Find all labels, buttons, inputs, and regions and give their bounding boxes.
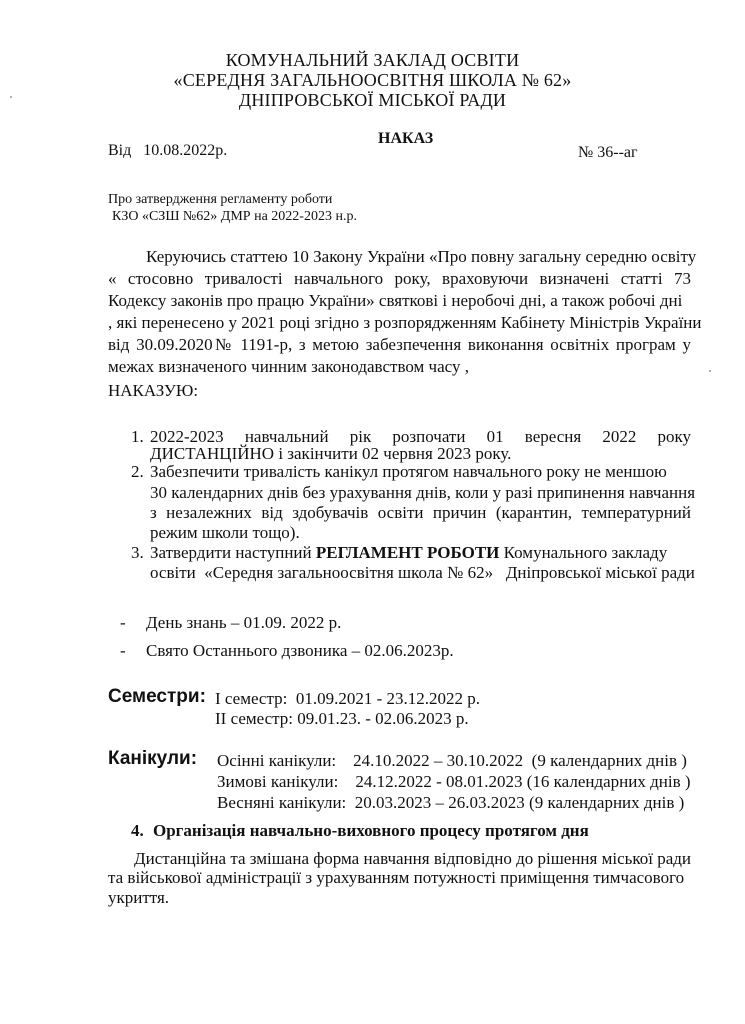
last-bell-day: Свято Останнього дзвоника – 02.06.2023р. — [146, 641, 454, 660]
section4-number: 4. — [131, 821, 144, 840]
item-number: 2. — [131, 462, 144, 481]
preamble-line2: « стосовно тривалості навчального року, враховуючи визначені статті 73 — [108, 269, 691, 288]
section4-line2: та військової адміністрації з урахуванням потужності приміщення тимчасового — [108, 868, 685, 887]
preamble-line4: , які перенесено у 2021 році згідно з розпорядженням Кабінету Міністрів України — [108, 313, 702, 332]
school-name-line1: КОМУНАЛЬНИЙ ЗАКЛАД ОСВІТИ — [225, 50, 520, 70]
subject-line1: Про затвердження регламенту роботи — [108, 192, 333, 207]
item-number: 1. — [131, 427, 144, 446]
semester-2: ІІ семестр: 09.01.23. - 02.06.2023 р. — [215, 709, 469, 728]
item2-line2: 30 календарних днів без урахування днів, коли у разі припинення навчання — [150, 483, 696, 502]
item3-line1: Затвердити наступний РЕГЛАМЕНТ РОБОТИ Комунального закладу — [150, 543, 668, 562]
order-title: НАКАЗ — [378, 130, 434, 147]
subject-line2: КЗО «СЗШ №62» ДМР на 2022-2023 н.р. — [112, 209, 357, 224]
autumn-holidays: Осінні канікули: 24.10.2022 – 30.10.2022 (9 календарних днів ) — [217, 751, 687, 770]
spring-holidays: Весняні канікули: 20.03.2023 – 26.03.2023 (9 календарних днів ) — [217, 793, 685, 812]
preamble-line6: межах визначеного чинним законодавством часу , — [108, 357, 469, 376]
section4-line3: укриття. — [108, 888, 170, 907]
order-number: № 36--аг — [578, 144, 638, 161]
item2-line3: з незалежних від здобувачів освіти причин (карантин, температурний — [150, 503, 691, 522]
semester-1: І семестр: 01.09.2021 - 23.12.2022 р. — [215, 689, 481, 708]
knowledge-day: День знань – 01.09. 2022 р. — [146, 613, 342, 632]
holidays-label: Канікули: — [108, 748, 198, 769]
dash-bullet: - — [120, 641, 126, 660]
section4-line1: Дистанційна та змішана форма навчання відповідно до рішення міської ради — [134, 849, 692, 868]
item2-line1: Забезпечити тривалість канікул протягом навчального року не меншою — [150, 462, 667, 481]
order-date: Від 10.08.2022р. — [108, 142, 228, 159]
section4-title: Організація навчально-виховного процесу протягом дня — [153, 821, 589, 840]
dash-bullet: - — [120, 613, 126, 632]
school-name-line3: ДНІПРОВСЬКОЇ МІСЬКОЇ РАДИ — [238, 90, 507, 110]
semesters-label: Семестри: — [108, 686, 206, 707]
winter-holidays: Зимові канікули: 24.12.2022 - 08.01.2023 (16 календарних днів ) — [217, 772, 691, 791]
item3-line2: освіти «Середня загальноосвітня школа № 62» Дніпровської міської ради — [150, 563, 695, 582]
scan-speck — [709, 370, 711, 372]
item1-line1: 2022-2023 навчальний рік розпочати 01 вересня 2022 року — [150, 427, 691, 446]
school-name-line2: «СЕРЕДНЯ ЗАГАЛЬНООСВІТНЯ ШКОЛА № 62» — [173, 70, 572, 90]
decree-heading: НАКАЗУЮ: — [108, 381, 199, 400]
item1-line2: ДИСТАНЦІЙНО і закінчити 02 червня 2023 року. — [150, 444, 512, 463]
preamble-line3: Кодексу законів про працю України» святкові і неробочі дні, а також робочі дні — [108, 291, 683, 310]
preamble-line5: від 30.09.2020№ 1191-р, з метою забезпечення виконання освітніх програм у — [108, 335, 691, 354]
item2-line4: режим школи тощо). — [150, 523, 300, 542]
item-number: 3. — [131, 543, 144, 562]
preamble-line1: Керуючись статтею 10 Закону України «Про повну загальну середню освіту — [146, 247, 697, 266]
